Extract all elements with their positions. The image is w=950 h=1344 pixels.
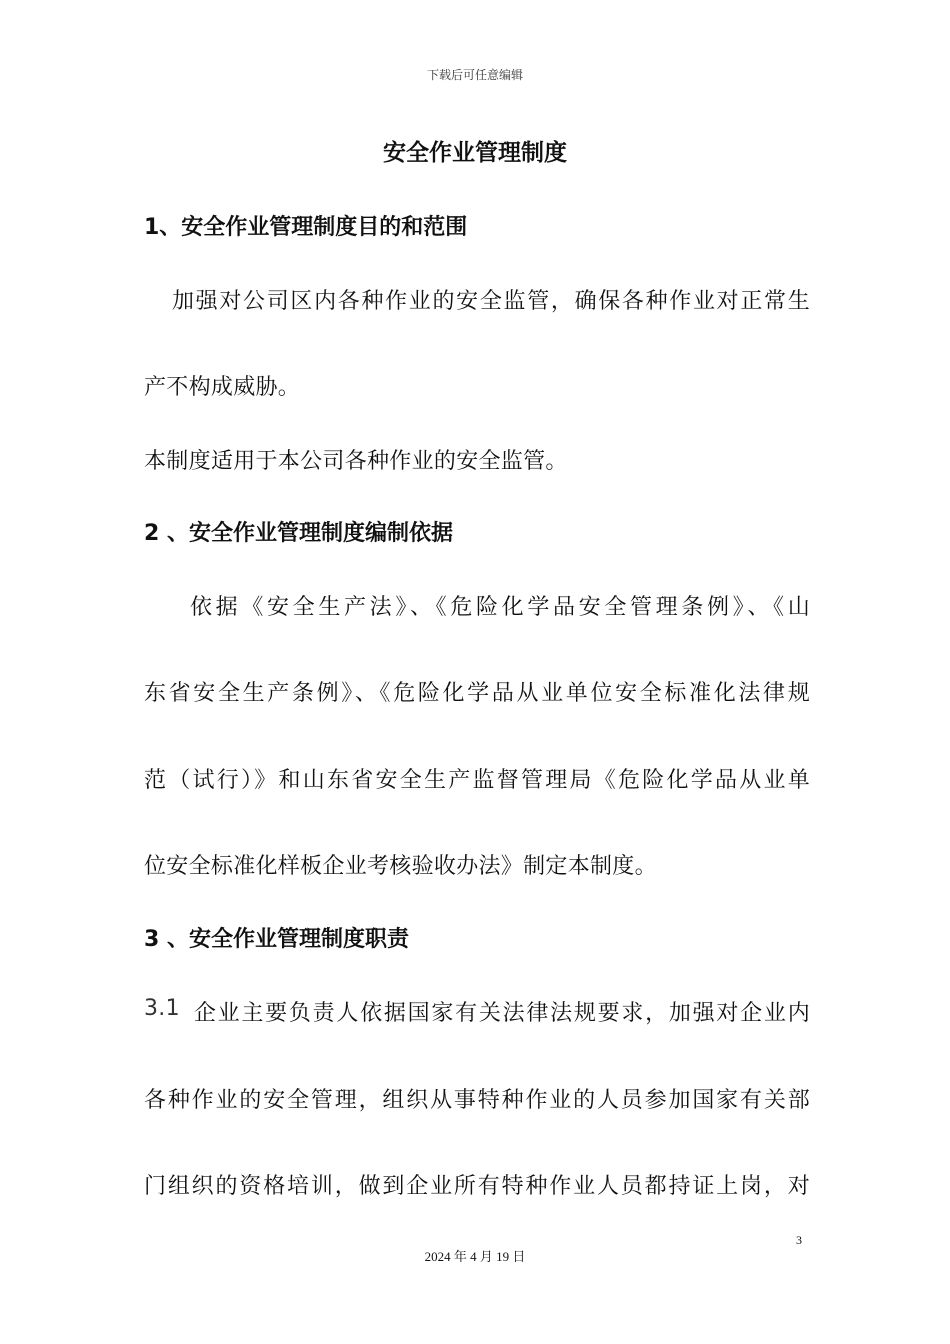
page-number: 3 — [796, 1233, 802, 1247]
section-1-line-1: 加强对公司区内各种作业的安全监管，确保各种作业对正常生 — [172, 289, 810, 314]
clause-number: 3.1 — [144, 996, 180, 1021]
clause-text: 企业主要负责人依据国家有关法律法规要求，加强对企业内 — [193, 1001, 810, 1026]
section-2-heading: 2 、安全作业管理制度编制依据 — [144, 521, 453, 546]
section-3-line-2: 各种作业的安全管理，组织从事特种作业的人员参加国家有关部 — [144, 1088, 810, 1113]
document-title: 安全作业管理制度 — [383, 140, 567, 166]
section-3-line-1 — [144, 996, 810, 1027]
footer-date: 2024 年 4 月 19 日 — [424, 1249, 526, 1264]
section-3-line-3: 门组织的资格培训，做到企业所有特种作业人员都持证上岗，对 — [144, 1174, 810, 1199]
section-1-line-2: 产不构成威胁。 — [144, 375, 301, 400]
page-header: 下载后可任意编辑 — [426, 68, 523, 82]
section-2-line-3: 范（试行）》和山东省安全生产监督管理局《危险化学品从业单 — [144, 768, 810, 793]
section-1-heading: 1、安全作业管理制度目的和范围 — [144, 215, 468, 240]
section-3-heading: 3 、安全作业管理制度职责 — [144, 927, 409, 952]
section-2-line-4: 位安全标准化样板企业考核验收办法》制定本制度。 — [144, 854, 657, 879]
section-2-line-2: 东省安全生产条例》、《危险化学品从业单位安全标准化法律规 — [144, 681, 810, 706]
section-2-line-1: 依据《安全生产法》、《危险化学品安全管理条例》、《山 — [190, 595, 810, 620]
section-1-line-3: 本制度适用于本公司各种作业的安全监管。 — [144, 449, 568, 474]
